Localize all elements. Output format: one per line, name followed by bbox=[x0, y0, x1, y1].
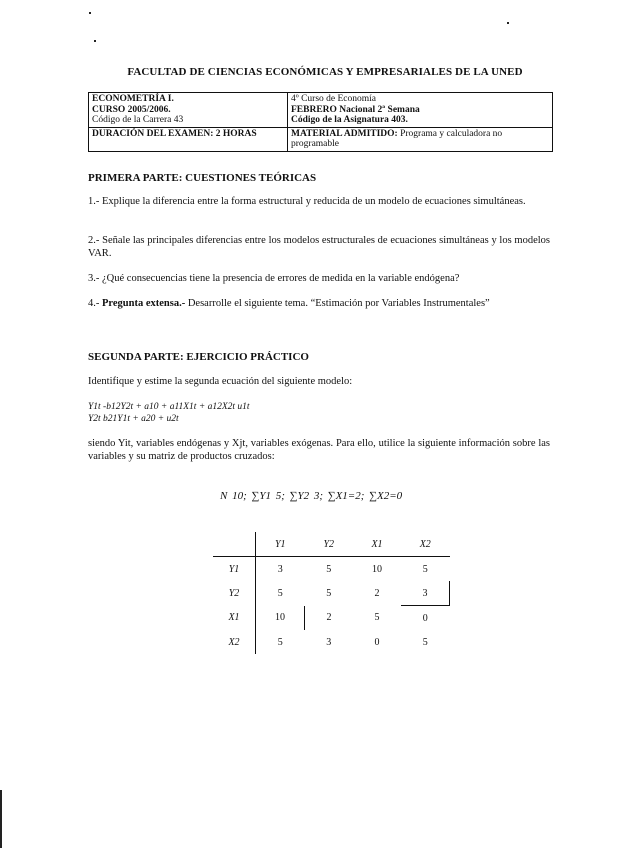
question-2 bbox=[88, 235, 550, 260]
header-right-cell bbox=[288, 93, 553, 128]
material-value: Programa y calculadora no programable bbox=[291, 128, 503, 149]
question-number: 1.- bbox=[88, 196, 100, 207]
part1-title: PRIMERA PARTE: CUESTIONES TEÓRICAS bbox=[88, 172, 317, 184]
question-number: 4.- bbox=[88, 298, 100, 309]
matrix-column-header: X1 bbox=[353, 532, 401, 557]
matrix-row-header: X1 bbox=[213, 606, 256, 631]
question-4 bbox=[88, 298, 550, 311]
scan-speck bbox=[89, 12, 91, 14]
summary-statistics: N 10; ∑Y1 5; ∑Y2 3; ∑X1=2; ∑X2=0 bbox=[220, 490, 403, 502]
matrix-cell: 3 bbox=[326, 636, 332, 648]
matrix-header-row bbox=[213, 532, 450, 557]
exam-header-table bbox=[88, 92, 553, 152]
part2-title: SEGUNDA PARTE: EJERCICIO PRÁCTICO bbox=[88, 351, 309, 363]
scan-speck bbox=[94, 40, 96, 42]
matrix-cell: 10 bbox=[372, 563, 382, 575]
question-text: Señale las principales diferencias entre los modelos estructurales de ecuaciones simultáneas y los modelos VAR. bbox=[88, 235, 551, 259]
exercise-description: siendo Yit, variables endógenas y Xjt, variables exógenas. Para ello, utilice la siguiente información sobre las variables y su matriz de productos cruzados: bbox=[88, 438, 550, 462]
matrix-row bbox=[213, 581, 450, 606]
question-number: 3.- bbox=[88, 273, 100, 284]
matrix-cell: 10 bbox=[256, 606, 305, 631]
header-left-cell bbox=[89, 93, 288, 128]
matrix-cell: 5 bbox=[277, 636, 283, 648]
matrix-row-header: X2 bbox=[213, 630, 256, 654]
matrix-cell: 5 bbox=[374, 612, 380, 624]
matrix-cell: 5 bbox=[277, 587, 283, 599]
matrix-cell: 3 bbox=[277, 563, 283, 575]
question-text: Explique la diferencia entre la forma estructural y reducida de un modelo de ecuaciones simultáneas. bbox=[102, 196, 526, 207]
material-label: MATERIAL ADMITIDO: bbox=[291, 128, 398, 139]
material-cell bbox=[288, 127, 553, 151]
matrix-row-header: Y2 bbox=[213, 581, 256, 606]
exam-session: FEBRERO Nacional 2ª Semana bbox=[291, 104, 420, 115]
career-code: Código de la Carrera 43 bbox=[92, 115, 184, 125]
matrix-cell: 5 bbox=[326, 587, 332, 599]
matrix-cell: 5 bbox=[422, 636, 428, 648]
matrix-cell: 5 bbox=[326, 563, 332, 575]
course-year: CURSO 2005/2006. bbox=[92, 104, 171, 115]
cross-products-matrix bbox=[213, 532, 450, 654]
subject-code: Código de la Asignatura 403. bbox=[291, 115, 408, 125]
matrix-row bbox=[213, 630, 450, 654]
matrix-column-header: X2 bbox=[401, 532, 450, 557]
question-number: 2.- bbox=[88, 235, 100, 246]
question-1 bbox=[88, 196, 550, 209]
exam-duration: DURACIÓN DEL EXAMEN: 2 HORAS bbox=[89, 127, 288, 151]
question-text: ¿Qué consecuencias tiene la presencia de errores de medida en la variable endógena? bbox=[102, 273, 460, 284]
matrix-cell: 3 bbox=[401, 581, 450, 606]
question-3 bbox=[88, 273, 550, 286]
scan-edge-mark bbox=[0, 790, 2, 848]
equation-2: Y2t b21Y1t + a20 + u2t bbox=[88, 414, 179, 424]
faculty-title: FACULTAD DE CIENCIAS ECONÓMICAS Y EMPRESARIALES DE LA UNED bbox=[127, 66, 523, 78]
matrix-row-header: Y1 bbox=[213, 557, 256, 582]
course-level: 4º Curso de Economía bbox=[291, 94, 376, 104]
matrix-cell: 0 bbox=[422, 612, 428, 624]
exercise-intro: Identifique y estime la segunda ecuación del siguiente modelo: bbox=[88, 376, 353, 387]
scan-speck bbox=[507, 22, 509, 24]
matrix-column-header: Y1 bbox=[256, 532, 305, 557]
matrix-column-header: Y2 bbox=[305, 532, 354, 557]
matrix-row bbox=[213, 606, 450, 631]
matrix-cell: 2 bbox=[374, 587, 380, 599]
question-extended-label: Pregunta extensa.- bbox=[102, 298, 186, 309]
equation-1: Y1t -b12Y2t + a10 + a11X1t + a12X2t u1t bbox=[88, 402, 250, 412]
matrix-row bbox=[213, 557, 450, 582]
matrix-cell: 2 bbox=[326, 612, 332, 624]
matrix-corner bbox=[213, 532, 256, 557]
matrix-cell: 5 bbox=[422, 563, 428, 575]
subject-name: ECONOMETRÍA I. bbox=[92, 94, 174, 104]
matrix-cell: 0 bbox=[374, 636, 380, 648]
question-text: Desarrolle el siguiente tema. “Estimación por Variables Instrumentales” bbox=[187, 298, 490, 309]
